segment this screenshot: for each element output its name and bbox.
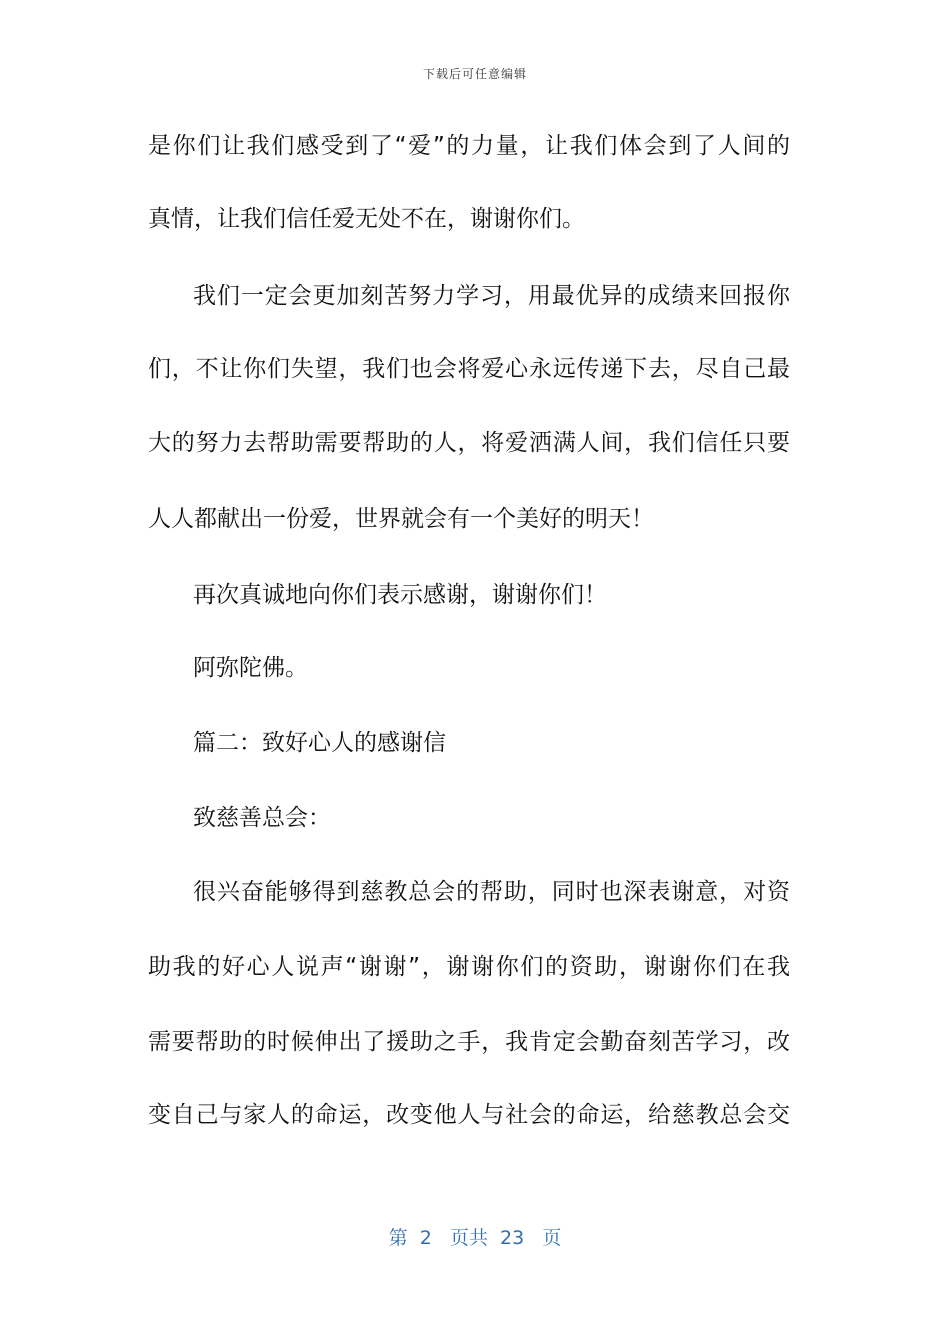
salutation: 致慈善总会：: [193, 805, 331, 831]
page-header-note: 下载后可任意编辑: [422, 67, 527, 81]
page-number-footer: 第 2 页共 23 页: [388, 1227, 562, 1249]
paragraph-line: 助我的好心人说声“谢谢”，谢谢你们的资助，谢谢你们在我: [148, 954, 790, 980]
closing-line: 阿弥陀佛。: [193, 655, 308, 681]
paragraph-line: 人人都献出一份爱，世界就会有一个美好的明天！: [148, 506, 654, 532]
paragraph-line: 大的努力去帮助需要帮助的人，将爱洒满人间，我们信任只要: [148, 430, 790, 456]
paragraph-line: 我们一定会更加刻苦努力学习，用最优异的成绩来回报你: [193, 283, 790, 309]
paragraph-line: 真情，让我们信任爱无处不在，谢谢你们。: [148, 206, 585, 232]
paragraph-line: 很兴奋能够得到慈教总会的帮助，同时也深表谢意，对资: [193, 879, 790, 905]
paragraph-line: 变自己与家人的命运，改变他人与社会的命运，给慈教总会交: [148, 1102, 790, 1128]
paragraph-line: 们，不让你们失望，我们也会将爱心永远传递下去，尽自己最: [148, 356, 790, 382]
paragraph-line: 再次真诚地向你们表示感谢，谢谢你们！: [193, 582, 607, 608]
paragraph-line: 需要帮助的时候伸出了援助之手，我肯定会勤奋刻苦学习，改: [148, 1029, 790, 1055]
section-title: 篇二：致好心人的感谢信: [193, 730, 446, 756]
paragraph-line: 是你们让我们感受到了“爱”的力量，让我们体会到了人间的: [148, 133, 790, 159]
